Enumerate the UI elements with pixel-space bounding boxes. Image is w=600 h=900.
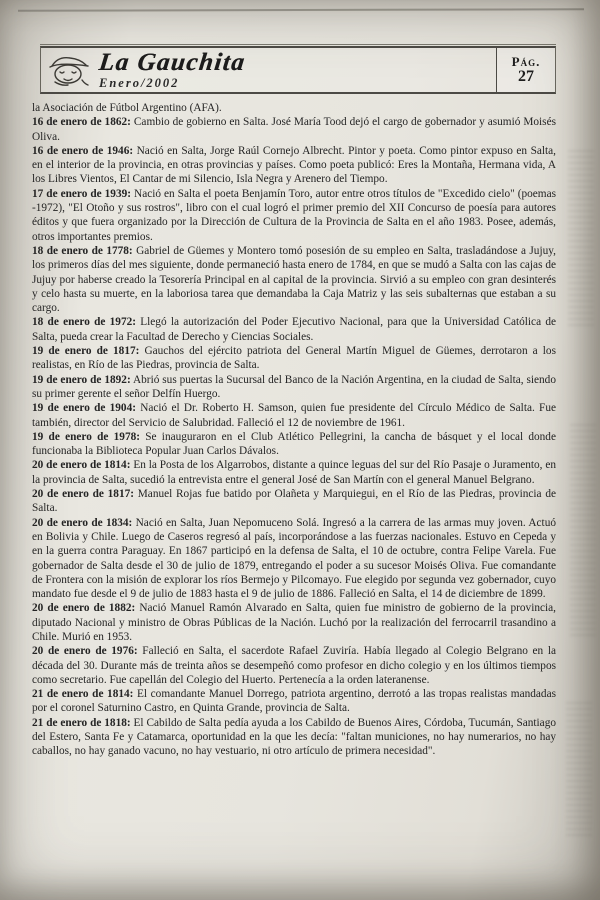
chronology-entry [32,115,556,144]
entry-date: 19 de enero de 1892: [32,373,131,386]
chronology-entry [32,487,556,516]
entry-date: 19 de enero de 1817: [32,345,140,358]
title-block [97,48,496,92]
chronology-entry [32,516,556,602]
magazine-title: La Gauchita [97,48,248,76]
entry-date: 19 de enero de 1978: [32,430,141,443]
entry-text: Gabriel de Güemes y Montero tomó posesión de su empleo en Salta, trasladándose a Jujuy, los primeros días del mes siguiente, donde permaneció hasta enero de 1784, en que se mudó a Salta con las cajas de Jujuy por haberse creado la Tesorería Principal en al capital de la provincia. Sirvió a su empleo con gran desinterés y celo hasta su muerte, en la laboriosa tarea que demandaba la Caja Matriz y las seis subalternas que estaban a su cargo. [32,244,556,315]
chronology-entry [32,716,556,759]
entry-text: Llegó la autorización del Poder Ejecutivo Nacional, para que la Universidad Católica de Salta, pueda crear la Facultad de Derecho y Ciencias Sociales. [32,316,556,343]
continuation-line: la Asociación de Fútbol Argentino (AFA). [32,102,222,114]
entry-text: Cambio de gobierno en Salta. José María Tood dejó el cargo de gobernador y asumió Moisés Oliva. [32,116,556,143]
entry-text: Nació en Salta el poeta Benjamín Toro, autor entre otros títulos de "Excedido cielo" (poemas -1972), "El Otoño y sus rostros", libro con el cual logró el primer premio del XII Concurso de poesía para autores éditos y que fuera organizado por la Dirección de Cultura de la Provincia de Salta en el año 1983. Posee, además, otros importantes premios. [32,187,556,243]
entry-text: El comandante Manuel Dorrego, patriota argentino, derrotó a las tropas realistas mandadas por el coronel Saturnino Castro, en Quinta Grande, provincia de Salta. [32,688,556,715]
entry-date: 20 de enero de 1976: [32,645,138,658]
entry-text: Falleció en Salta, el sacerdote Rafael Zuviría. Había llegado al Colegio Belgrano en la década del 30. Durante más de treinta años se desempeñó como profesor en dicho colegio y en los últimos tiempos como secretario. Fue capellán del Colegio del Huerto. Pertenecía a la orden lateranense. [32,645,556,686]
page-number-box [496,48,555,92]
entry-date: 16 de enero de 1862: [32,116,131,129]
chronology-entry [32,687,556,716]
chronology-entry [32,458,556,487]
entry-date: 18 de enero de 1778: [32,244,133,257]
chronology-entry [32,187,556,244]
scan-artifact-top-line [18,8,584,11]
entry-date: 20 de enero de 1834: [32,516,133,529]
chronology-entry [32,644,556,687]
page-number: 27 [518,68,534,85]
entry-text: Nació el Dr. Roberto H. Samson, quien fue presidente del Círculo Médico de Salta. Fue también, director del Servicio de Salubridad. Falleció el 12 de noviembre de 1961. [32,402,556,429]
chronology-entry [32,144,556,187]
chronology-entry [32,401,556,430]
entry-text: Nació en Salta, Juan Nepomuceno Solá. Ingresó a la carrera de las armas muy joven. Actuó en Bolivia y Chile. Luego de Caseros regresó al país, incorporándose a las fuerzas nacionales. Estuvo en Cepeda y en la guerra contra Paraguay. En 1867 participó en la defensa de Salta, el 10 de octubre, contra Felipe Varela. Fue gobernador de Salta desde el 30 de julio de 1879, entregando el poder a su sucesor Moisés Oliva. Fue comandante de Frontera con la misión de explorar los ríos Bermejo y Pilcomayo. Fue elegido por segunda vez gobernador, cuyo mandato fue desde el 9 de julio de 1883 hasta el 9 de julio de 1886. Falleció en Salta, el 14 de diciembre de 1899. [32,516,556,601]
entry-date: 19 de enero de 1904: [32,402,136,415]
chronology-list [32,115,556,758]
gaucho-sketch-icon [41,48,97,92]
chronology-entry [32,315,556,344]
chronology-entry [32,344,556,373]
entry-text: El Cabildo de Salta pedía ayuda a los Cabildo de Buenos Aires, Córdoba, Tucumán, Santiago del Estero, Santa Fe y Catamarca, oportunidad en la que les decía: "faltan municiones, no hay numerarios, no hay caballos, no hay ganado vacuno, no hay vestuario, ni otro artículo de primera necesidad". [32,716,556,758]
entry-date: 20 de enero de 1817: [32,488,135,501]
entry-text: Abrió sus puertas la Sucursal del Banco de la Nación Argentina, en la ciudad de Salta, siendo su primer gerente el señor Delfín Huergo. [32,373,556,400]
masthead [40,46,556,94]
entry-date: 16 de enero de 1946: [32,144,134,157]
entry-date: 18 de enero de 1972: [32,316,136,329]
entry-date: 20 de enero de 1814: [32,459,131,472]
entry-text: En la Posta de los Algarrobos, distante a quince leguas del sur del Río Pasaje o Juramento, en la provincia de Salta, sucedió la entrevista entre el general José de San Martín con el general Manuel Belgrano. [32,459,556,486]
chronology-entry [32,601,556,644]
entry-date: 21 de enero de 1814: [32,688,134,701]
issue-date: Enero/2002 [99,75,180,90]
page-label: Pág. [511,54,541,69]
chronology-entry [32,244,556,315]
entry-text: Nació en Salta, Jorge Raúl Cornejo Albrecht. Pintor y poeta. Como pintor expuso en Salta, en el interior de la provincia, en otras provincias y países. Como poeta publicó: Eres la Montaña, Hermana vida, A los Libres Vientos, El Cantar de mi Silencio, Isla Negra y Arenero del Tiempo. [32,144,556,186]
document-body [0,98,600,759]
entry-date: 17 de enero de 1939: [32,187,132,200]
entry-date: 20 de enero de 1882: [32,602,136,615]
entry-text: Nació Manuel Ramón Alvarado en Salta, quien fue ministro de gobierno de la provincia, diputado Nacional y ministro de Obras Públicas de la Nación. Luchó por la realización del ferrocarril trasandino a Chile. Murió en 1953. [32,602,556,643]
chronology-entry [32,430,556,459]
entry-text: Manuel Rojas fue batido por Olañeta y Marquiegui, en el Río de las Piedras, provincia de Salta. [32,488,556,515]
chronology-entry [32,373,556,402]
entry-text: Gauchos del ejército patriota del General Martín Miguel de Güemes, derrotaron a los realistas, en Río de las Piedras, provincia de Salta. [32,345,556,372]
entry-text: Se inauguraron en el Club Atlético Pellegrini, la cancha de básquet y el local donde funcionaba la Biblioteca Popular Juan Carlos Dávalos. [32,430,556,458]
entry-date: 21 de enero de 1818: [32,716,131,729]
